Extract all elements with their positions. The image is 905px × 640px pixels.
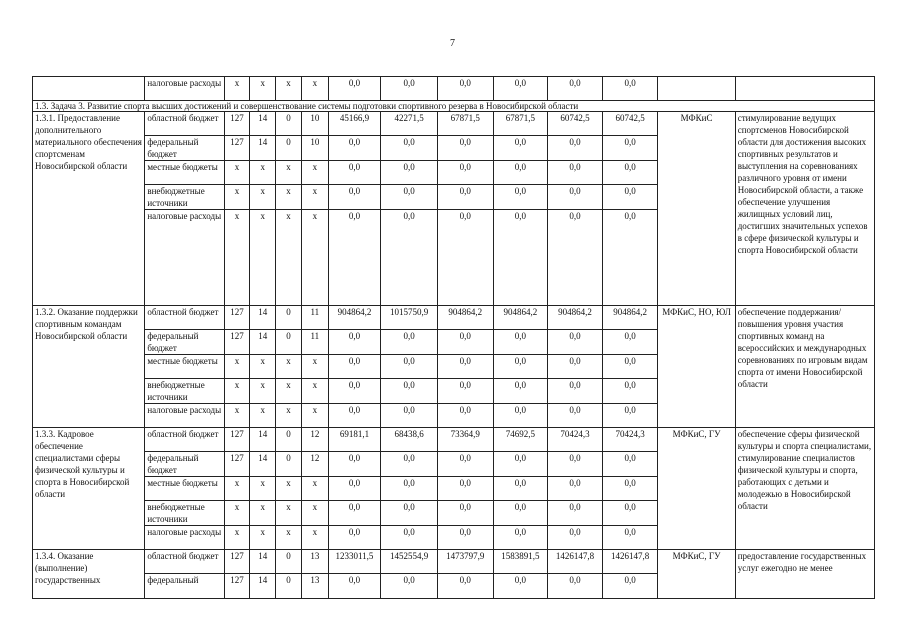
- value-cell: 0,0: [381, 210, 438, 306]
- executor-cell: МФКиС, ГУ: [658, 550, 735, 599]
- value-cell: 0,0: [381, 330, 438, 355]
- value-cell: 0,0: [328, 210, 381, 306]
- funding-source-cell: областной бюджет: [145, 112, 224, 136]
- value-cell: 0,0: [381, 77, 438, 101]
- code-cell: 0: [276, 330, 302, 355]
- code-cell: x: [276, 526, 302, 550]
- value-cell: 904864,2: [493, 306, 548, 330]
- value-cell: 0,0: [328, 355, 381, 379]
- value-cell: 904864,2: [328, 306, 381, 330]
- code-cell: x: [250, 404, 276, 428]
- code-cell: x: [276, 379, 302, 404]
- value-cell: 0,0: [548, 574, 603, 599]
- value-cell: 0,0: [493, 161, 548, 185]
- funding-source-cell: областной бюджет: [145, 428, 224, 452]
- code-cell: 12: [301, 452, 328, 477]
- table-row: [33, 306, 875, 330]
- value-cell: 70424,3: [548, 428, 603, 452]
- task-title: 1.3. Задача 3. Развитие спорта высших достижений и совершенствование системы подготовки спортивного резерва в Новосибирской области: [33, 101, 875, 112]
- table-row: [33, 77, 875, 101]
- code-cell: 127: [224, 452, 250, 477]
- value-cell: 0,0: [548, 355, 603, 379]
- code-cell: x: [224, 77, 250, 101]
- value-cell: 0,0: [437, 404, 493, 428]
- value-cell: 0,0: [602, 136, 658, 161]
- value-cell: 0,0: [381, 185, 438, 210]
- value-cell: 1426147,8: [602, 550, 658, 574]
- funding-source-cell: местные бюджеты: [145, 355, 224, 379]
- value-cell: 0,0: [493, 452, 548, 477]
- value-cell: 0,0: [602, 330, 658, 355]
- value-cell: 0,0: [548, 77, 603, 101]
- funding-source-cell: областной бюджет: [145, 306, 224, 330]
- measure-name-cell: [33, 77, 145, 101]
- value-cell: 67871,5: [493, 112, 548, 136]
- value-cell: 0,0: [602, 379, 658, 404]
- funding-source-cell: налоговые расходы: [145, 210, 224, 306]
- value-cell: 1473797,9: [437, 550, 493, 574]
- code-cell: x: [224, 210, 250, 306]
- value-cell: 45166,9: [328, 112, 381, 136]
- value-cell: 0,0: [602, 574, 658, 599]
- value-cell: 73364,9: [437, 428, 493, 452]
- code-cell: 127: [224, 550, 250, 574]
- code-cell: x: [250, 77, 276, 101]
- code-cell: x: [224, 501, 250, 526]
- code-cell: 127: [224, 330, 250, 355]
- value-cell: 0,0: [328, 526, 381, 550]
- funding-source-cell: налоговые расходы: [145, 526, 224, 550]
- code-cell: 11: [301, 330, 328, 355]
- code-cell: 12: [301, 428, 328, 452]
- code-cell: 14: [250, 574, 276, 599]
- measure-name-cell: 1.3.1. Предоставление дополнительного материального обеспечения спортсменам Новосибирской области: [33, 112, 145, 306]
- value-cell: 0,0: [493, 574, 548, 599]
- value-cell: 0,0: [602, 185, 658, 210]
- value-cell: 42271,5: [381, 112, 438, 136]
- value-cell: 0,0: [437, 501, 493, 526]
- code-cell: x: [301, 210, 328, 306]
- code-cell: 11: [301, 306, 328, 330]
- code-cell: x: [276, 501, 302, 526]
- code-cell: x: [301, 477, 328, 501]
- funding-source-cell: внебюджетные источники: [145, 185, 224, 210]
- value-cell: 0,0: [493, 185, 548, 210]
- funding-source-cell: внебюджетные источники: [145, 379, 224, 404]
- code-cell: x: [224, 185, 250, 210]
- code-cell: x: [276, 77, 302, 101]
- value-cell: 0,0: [548, 477, 603, 501]
- value-cell: 0,0: [602, 404, 658, 428]
- funding-source-cell: налоговые расходы: [145, 77, 224, 101]
- value-cell: 0,0: [493, 77, 548, 101]
- code-cell: 0: [276, 428, 302, 452]
- result-cell: предоставление государственных услуг ежегодно не менее: [735, 550, 874, 599]
- value-cell: 0,0: [548, 452, 603, 477]
- value-cell: 0,0: [437, 77, 493, 101]
- value-cell: 0,0: [493, 355, 548, 379]
- table-row: [33, 112, 875, 136]
- value-cell: 0,0: [328, 404, 381, 428]
- value-cell: 0,0: [493, 526, 548, 550]
- value-cell: 68438,6: [381, 428, 438, 452]
- funding-source-cell: федеральный бюджет: [145, 330, 224, 355]
- value-cell: 1426147,8: [548, 550, 603, 574]
- code-cell: 14: [250, 550, 276, 574]
- code-cell: 0: [276, 112, 302, 136]
- value-cell: 0,0: [548, 501, 603, 526]
- code-cell: x: [224, 379, 250, 404]
- code-cell: x: [250, 477, 276, 501]
- code-cell: 14: [250, 330, 276, 355]
- value-cell: 0,0: [548, 330, 603, 355]
- code-cell: 0: [276, 136, 302, 161]
- result-cell: [735, 77, 874, 101]
- funding-source-cell: внебюджетные источники: [145, 501, 224, 526]
- value-cell: 1452554,9: [381, 550, 438, 574]
- value-cell: 0,0: [381, 355, 438, 379]
- value-cell: 0,0: [602, 501, 658, 526]
- result-cell: обеспечение сферы физической культуры и спорта специалистами, стимулирование специалистов физической культуры и спорта, работающих с детьми и молодежью в Новосибирской области: [735, 428, 874, 550]
- executor-cell: МФКиС, НО, ЮЛ: [658, 306, 735, 428]
- code-cell: x: [224, 355, 250, 379]
- code-cell: x: [276, 210, 302, 306]
- code-cell: 127: [224, 136, 250, 161]
- value-cell: 0,0: [493, 477, 548, 501]
- value-cell: 0,0: [493, 210, 548, 306]
- code-cell: x: [224, 526, 250, 550]
- value-cell: 0,0: [437, 355, 493, 379]
- value-cell: 0,0: [381, 452, 438, 477]
- value-cell: 60742,5: [602, 112, 658, 136]
- code-cell: 14: [250, 452, 276, 477]
- value-cell: 0,0: [328, 501, 381, 526]
- table-row: [33, 550, 875, 574]
- value-cell: 1015750,9: [381, 306, 438, 330]
- code-cell: x: [250, 526, 276, 550]
- value-cell: 0,0: [548, 526, 603, 550]
- code-cell: 0: [276, 550, 302, 574]
- value-cell: 0,0: [493, 404, 548, 428]
- funding-source-cell: областной бюджет: [145, 550, 224, 574]
- value-cell: 0,0: [437, 161, 493, 185]
- value-cell: 74692,5: [493, 428, 548, 452]
- value-cell: 1583891,5: [493, 550, 548, 574]
- value-cell: 0,0: [602, 77, 658, 101]
- value-cell: 0,0: [548, 136, 603, 161]
- value-cell: 0,0: [602, 477, 658, 501]
- value-cell: 0,0: [548, 210, 603, 306]
- code-cell: x: [301, 77, 328, 101]
- executor-cell: [658, 77, 735, 101]
- code-cell: 127: [224, 428, 250, 452]
- value-cell: 0,0: [548, 185, 603, 210]
- code-cell: 0: [276, 574, 302, 599]
- code-cell: x: [250, 355, 276, 379]
- code-cell: x: [250, 501, 276, 526]
- funding-source-cell: местные бюджеты: [145, 161, 224, 185]
- code-cell: 127: [224, 574, 250, 599]
- code-cell: x: [276, 161, 302, 185]
- code-cell: x: [250, 161, 276, 185]
- value-cell: 0,0: [602, 452, 658, 477]
- measure-name-cell: 1.3.3. Кадровое обеспечение специалистами сферы физической культуры и спорта в Новосибирской области: [33, 428, 145, 550]
- code-cell: 127: [224, 112, 250, 136]
- code-cell: x: [276, 477, 302, 501]
- value-cell: 0,0: [328, 330, 381, 355]
- code-cell: 0: [276, 306, 302, 330]
- section-row: [33, 101, 875, 112]
- value-cell: 0,0: [381, 501, 438, 526]
- funding-source-cell: федеральный бюджет: [145, 452, 224, 477]
- code-cell: x: [250, 210, 276, 306]
- code-cell: x: [224, 404, 250, 428]
- value-cell: 0,0: [328, 161, 381, 185]
- code-cell: x: [301, 355, 328, 379]
- code-cell: x: [250, 379, 276, 404]
- funding-source-cell: местные бюджеты: [145, 477, 224, 501]
- code-cell: 14: [250, 136, 276, 161]
- value-cell: 0,0: [437, 136, 493, 161]
- value-cell: 70424,3: [602, 428, 658, 452]
- code-cell: 0: [276, 452, 302, 477]
- value-cell: 0,0: [437, 452, 493, 477]
- value-cell: 0,0: [381, 574, 438, 599]
- value-cell: 0,0: [328, 77, 381, 101]
- program-table: [32, 76, 875, 599]
- value-cell: 0,0: [381, 379, 438, 404]
- value-cell: 904864,2: [437, 306, 493, 330]
- value-cell: 0,0: [548, 379, 603, 404]
- code-cell: x: [224, 477, 250, 501]
- result-cell: стимулирование ведущих спортсменов Новосибирской области для достижения высоких спортивных результатов и выступления на соревнованиях различного уровня от имени Новосибирской области, а также обеспечение улучшения жилищных условий лиц, достигших значительных успехов в сфере физической культуры и спорта Новосибирской области: [735, 112, 874, 306]
- code-cell: x: [276, 404, 302, 428]
- value-cell: 0,0: [381, 526, 438, 550]
- code-cell: 10: [301, 112, 328, 136]
- value-cell: 0,0: [437, 210, 493, 306]
- code-cell: 14: [250, 428, 276, 452]
- value-cell: 0,0: [602, 210, 658, 306]
- value-cell: 0,0: [437, 185, 493, 210]
- code-cell: 127: [224, 306, 250, 330]
- value-cell: 0,0: [437, 330, 493, 355]
- page-number: 7: [450, 38, 455, 49]
- value-cell: 0,0: [493, 330, 548, 355]
- code-cell: 14: [250, 112, 276, 136]
- value-cell: 67871,5: [437, 112, 493, 136]
- value-cell: 0,0: [602, 355, 658, 379]
- code-cell: 10: [301, 136, 328, 161]
- table-row: [33, 428, 875, 452]
- funding-source-cell: налоговые расходы: [145, 404, 224, 428]
- executor-cell: МФКиС, ГУ: [658, 428, 735, 550]
- value-cell: 904864,2: [602, 306, 658, 330]
- result-cell: обеспечение поддержания/повышения уровня участия спортивных команд на всероссийских и международных соревнованиях по игровым видам спорта от имени Новосибирской области: [735, 306, 874, 428]
- code-cell: x: [301, 379, 328, 404]
- value-cell: 0,0: [381, 404, 438, 428]
- value-cell: 0,0: [548, 404, 603, 428]
- executor-cell: МФКиС: [658, 112, 735, 306]
- value-cell: 0,0: [328, 477, 381, 501]
- value-cell: 0,0: [437, 379, 493, 404]
- value-cell: 0,0: [328, 452, 381, 477]
- value-cell: 0,0: [602, 161, 658, 185]
- value-cell: 0,0: [493, 379, 548, 404]
- code-cell: 13: [301, 574, 328, 599]
- value-cell: 0,0: [437, 526, 493, 550]
- code-cell: 13: [301, 550, 328, 574]
- value-cell: 0,0: [381, 161, 438, 185]
- funding-source-cell: федеральный: [145, 574, 224, 599]
- code-cell: x: [301, 185, 328, 210]
- measure-name-cell: 1.3.2. Оказание поддержки спортивным командам Новосибирской области: [33, 306, 145, 428]
- code-cell: x: [276, 185, 302, 210]
- value-cell: 69181,1: [328, 428, 381, 452]
- measure-name-cell: 1.3.4. Оказание (выполнение) государственных: [33, 550, 145, 599]
- value-cell: 0,0: [493, 136, 548, 161]
- value-cell: 0,0: [381, 136, 438, 161]
- value-cell: 0,0: [328, 185, 381, 210]
- value-cell: 1233011,5: [328, 550, 381, 574]
- funding-source-cell: федеральный бюджет: [145, 136, 224, 161]
- value-cell: 0,0: [548, 161, 603, 185]
- value-cell: 0,0: [602, 526, 658, 550]
- value-cell: 904864,2: [548, 306, 603, 330]
- value-cell: 0,0: [328, 574, 381, 599]
- code-cell: x: [250, 185, 276, 210]
- code-cell: x: [301, 404, 328, 428]
- code-cell: x: [224, 161, 250, 185]
- code-cell: x: [301, 526, 328, 550]
- value-cell: 0,0: [328, 379, 381, 404]
- code-cell: 14: [250, 306, 276, 330]
- code-cell: x: [276, 355, 302, 379]
- value-cell: 0,0: [437, 477, 493, 501]
- value-cell: 0,0: [381, 477, 438, 501]
- value-cell: 0,0: [437, 574, 493, 599]
- value-cell: 60742,5: [548, 112, 603, 136]
- code-cell: x: [301, 501, 328, 526]
- code-cell: x: [301, 161, 328, 185]
- value-cell: 0,0: [493, 501, 548, 526]
- value-cell: 0,0: [328, 136, 381, 161]
